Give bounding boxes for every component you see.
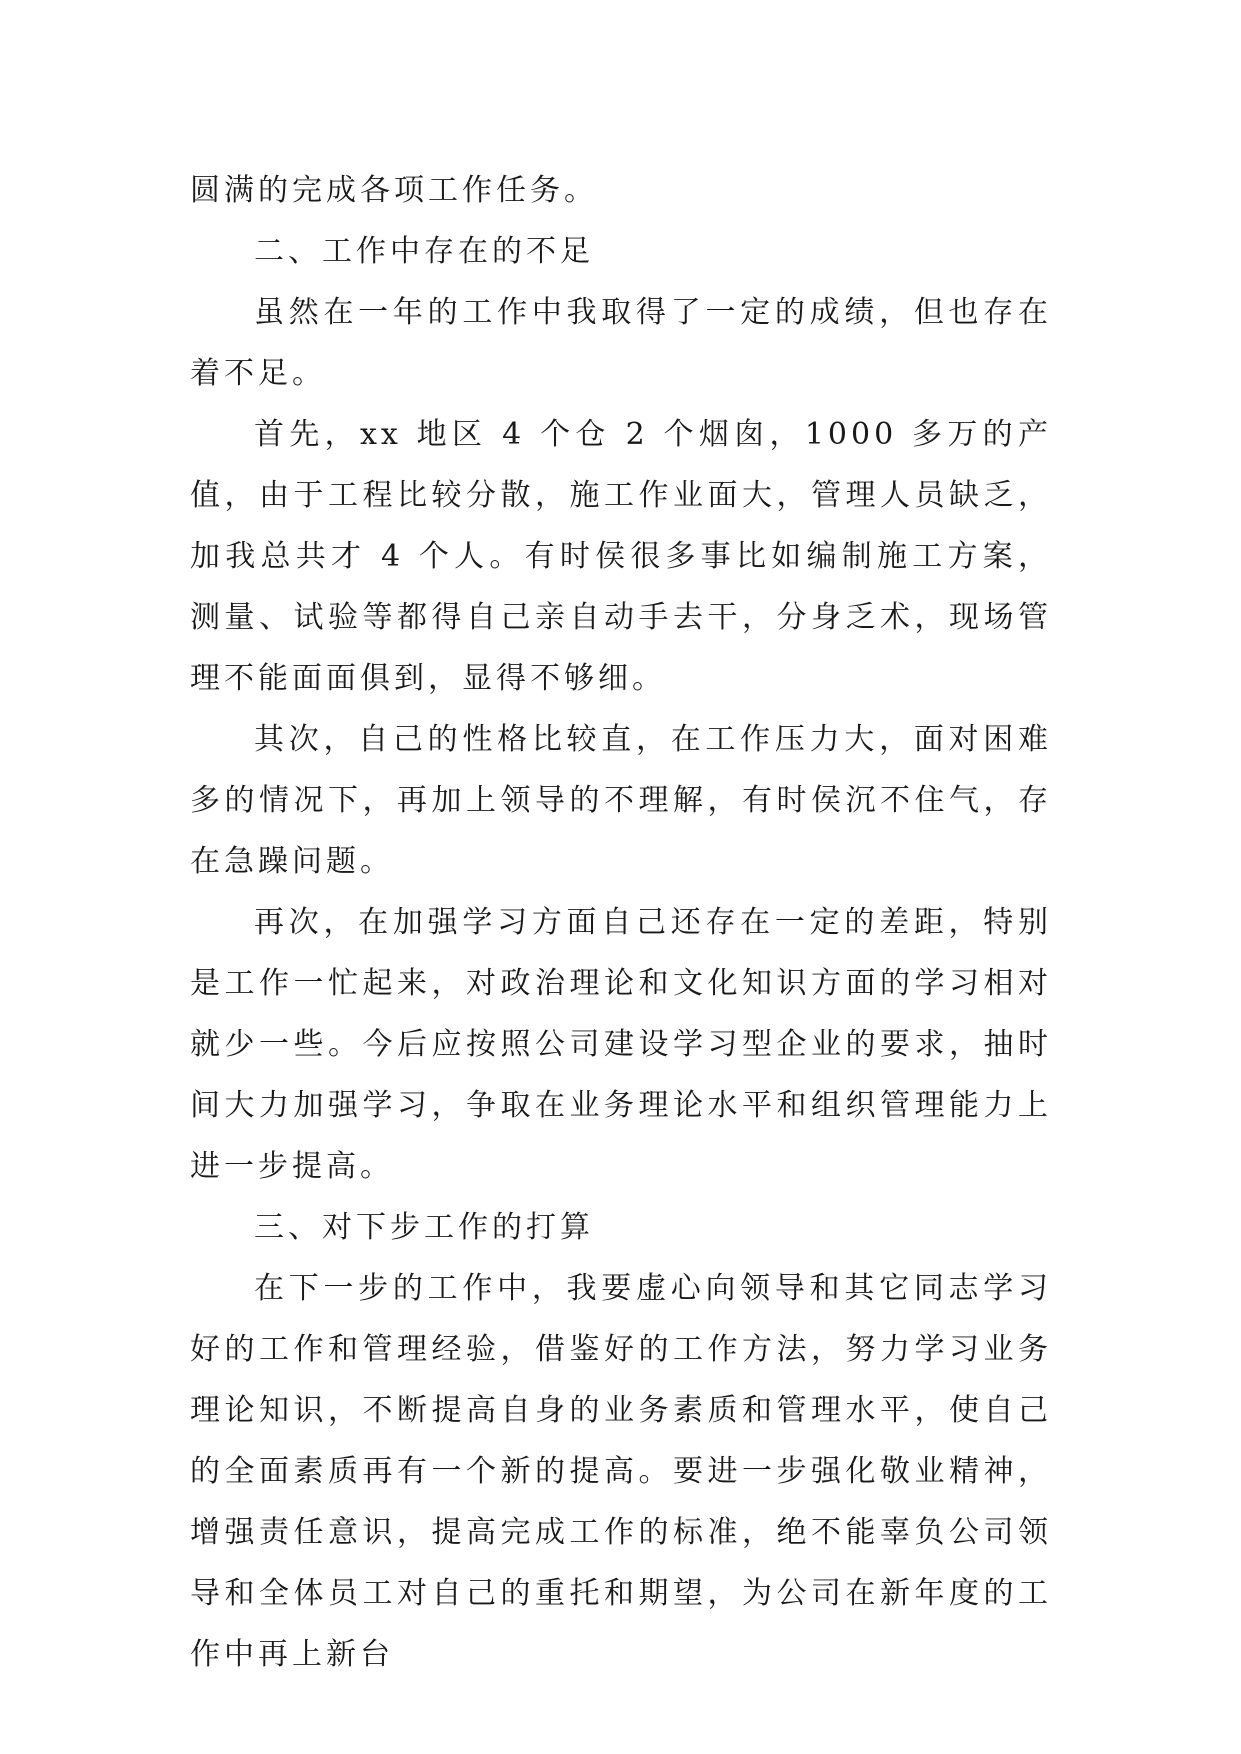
document-body: [190, 160, 1052, 1685]
paragraph-next-steps: 在下一步的工作中，我要虚心向领导和其它同志学习好的工作和管理经验，借鉴好的工作方法，努力学习业务理论知识，不断提高自身的业务素质和管理水平，使自己的全面素质再有一个新的提高。要进一步强化敬业精神，增强责任意识，提高完成工作的标准，绝不能辜负公司领导和全体员工对自己的重托和期望，为公司在新年度的工作中再上新台: [190, 1271, 1052, 1672]
paragraph-second-point: 其次，自己的性格比较直，在工作压力大，面对困难多的情况下，再加上领导的不理解，有时侯沉不住气，存在急躁问题。: [190, 722, 1052, 879]
paragraph-shortcomings-intro: 虽然在一年的工作中我取得了一定的成绩，但也存在着不足。: [190, 295, 1052, 391]
paragraph-first-point: 首先，xx 地区 4 个仓 2 个烟囱，1000 多万的产值，由于工程比较分散，施工作业面大，管理人员缺乏，加我总共才 4 个人。有时侯很多事比如编制施工方案，测量、试验等都得自己亲自动手去干，分身乏术，现场管理不能面面俱到，显得不够细。: [190, 417, 1052, 696]
paragraph-continuation: 圆满的完成各项工作任务。: [190, 173, 598, 208]
paragraph-third-point: 再次，在加强学习方面自己还存在一定的差距，特别是工作一忙起来，对政治理论和文化知识方面的学习相对就少一些。今后应按照公司建设学习型企业的要求，抽时间大力加强学习，争取在业务理论水平和组织管理能力上进一步提高。: [190, 905, 1052, 1184]
section-heading-next-steps: 三、对下步工作的打算: [254, 1210, 594, 1245]
section-heading-shortcomings: 二、工作中存在的不足: [254, 234, 594, 269]
